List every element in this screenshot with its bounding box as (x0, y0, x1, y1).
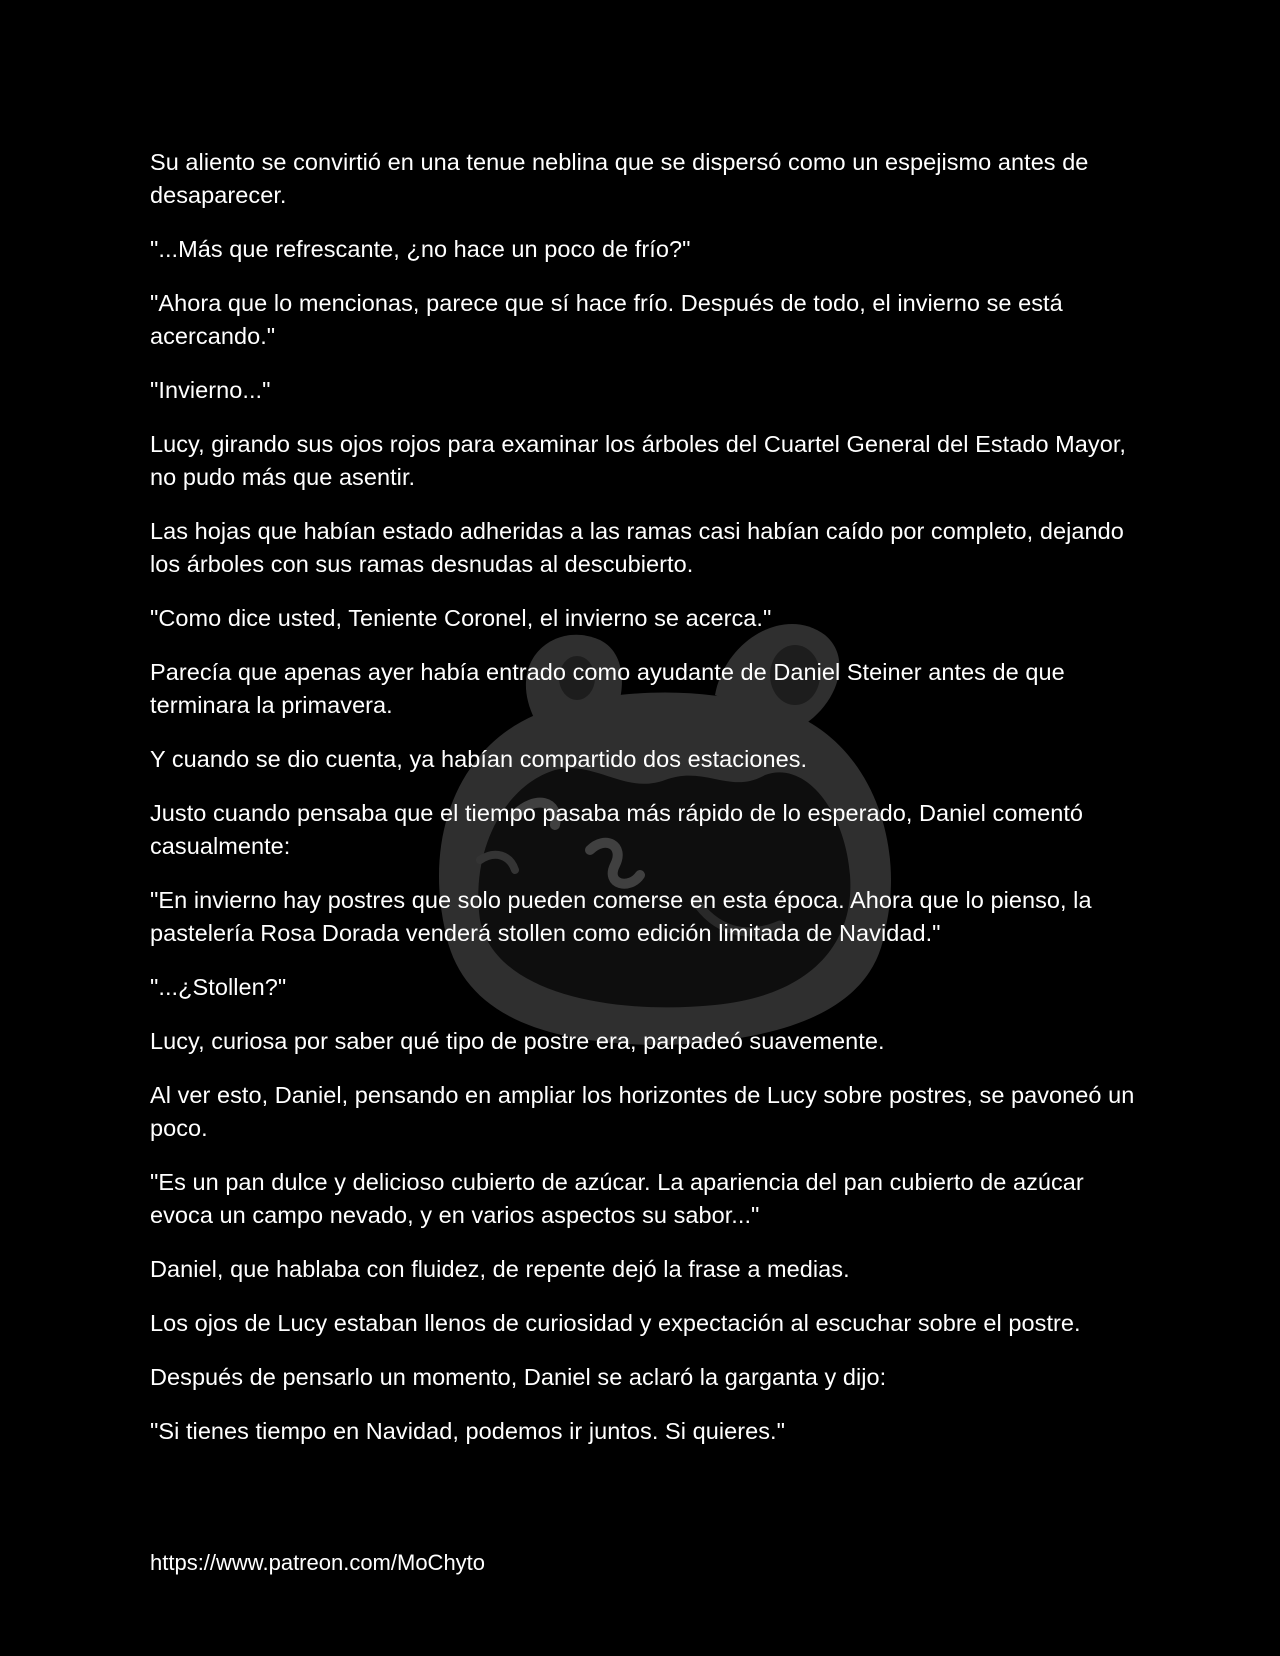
story-text (150, 146, 1140, 1469)
paragraph: Las hojas que habían estado adheridas a las ramas casi habían caído por completo, dejando los árboles con sus ramas desnudas al descubierto. (150, 518, 1124, 577)
paragraph: Justo cuando pensaba que el tiempo pasaba más rápido de lo esperado, Daniel comentó casualmente: (150, 800, 1084, 859)
paragraph: "En invierno hay postres que solo pueden comerse en esta época. Ahora que lo pienso, la pastelería Rosa Dorada venderá stollen como edición limitada de Navidad." (150, 887, 1092, 946)
paragraph: Su aliento se convirtió en una tenue neblina que se dispersó como un espejismo antes de desaparecer. (150, 149, 1089, 208)
paragraph: Y cuando se dio cuenta, ya habían compartido dos estaciones. (150, 746, 808, 772)
paragraph: Daniel, que hablaba con fluidez, de repente dejó la frase a medias. (150, 1256, 850, 1282)
paragraph: "Invierno..." (150, 377, 271, 403)
paragraph: Después de pensarlo un momento, Daniel se aclaró la garganta y dijo: (150, 1364, 887, 1390)
paragraph: "Como dice usted, Teniente Coronel, el invierno se acerca." (150, 605, 772, 631)
paragraph: Los ojos de Lucy estaban llenos de curiosidad y expectación al escuchar sobre el postre. (150, 1310, 1081, 1336)
paragraph: "...Más que refrescante, ¿no hace un poco de frío?" (150, 236, 691, 262)
patreon-link[interactable]: https://www.patreon.com/MoChyto (150, 1550, 486, 1575)
paragraph: "Es un pan dulce y delicioso cubierto de azúcar. La apariencia del pan cubierto de azúcar evoca un campo nevado, y en varios aspectos su sabor..." (150, 1169, 1084, 1228)
paragraph: "Ahora que lo mencionas, parece que sí hace frío. Después de todo, el invierno se está acercando." (150, 290, 1063, 349)
paragraph: Lucy, girando sus ojos rojos para examinar los árboles del Cuartel General del Estado Mayor, no pudo más que asentir. (150, 431, 1127, 490)
paragraph: Parecía que apenas ayer había entrado como ayudante de Daniel Steiner antes de que terminara la primavera. (150, 659, 1065, 718)
paragraph: Al ver esto, Daniel, pensando en ampliar los horizontes de Lucy sobre postres, se pavoneó un poco. (150, 1082, 1135, 1141)
paragraph: Lucy, curiosa por saber qué tipo de postre era, parpadeó suavemente. (150, 1028, 885, 1054)
paragraph: "Si tienes tiempo en Navidad, podemos ir juntos. Si quieres." (150, 1418, 785, 1444)
paragraph: "...¿Stollen?" (150, 974, 287, 1000)
